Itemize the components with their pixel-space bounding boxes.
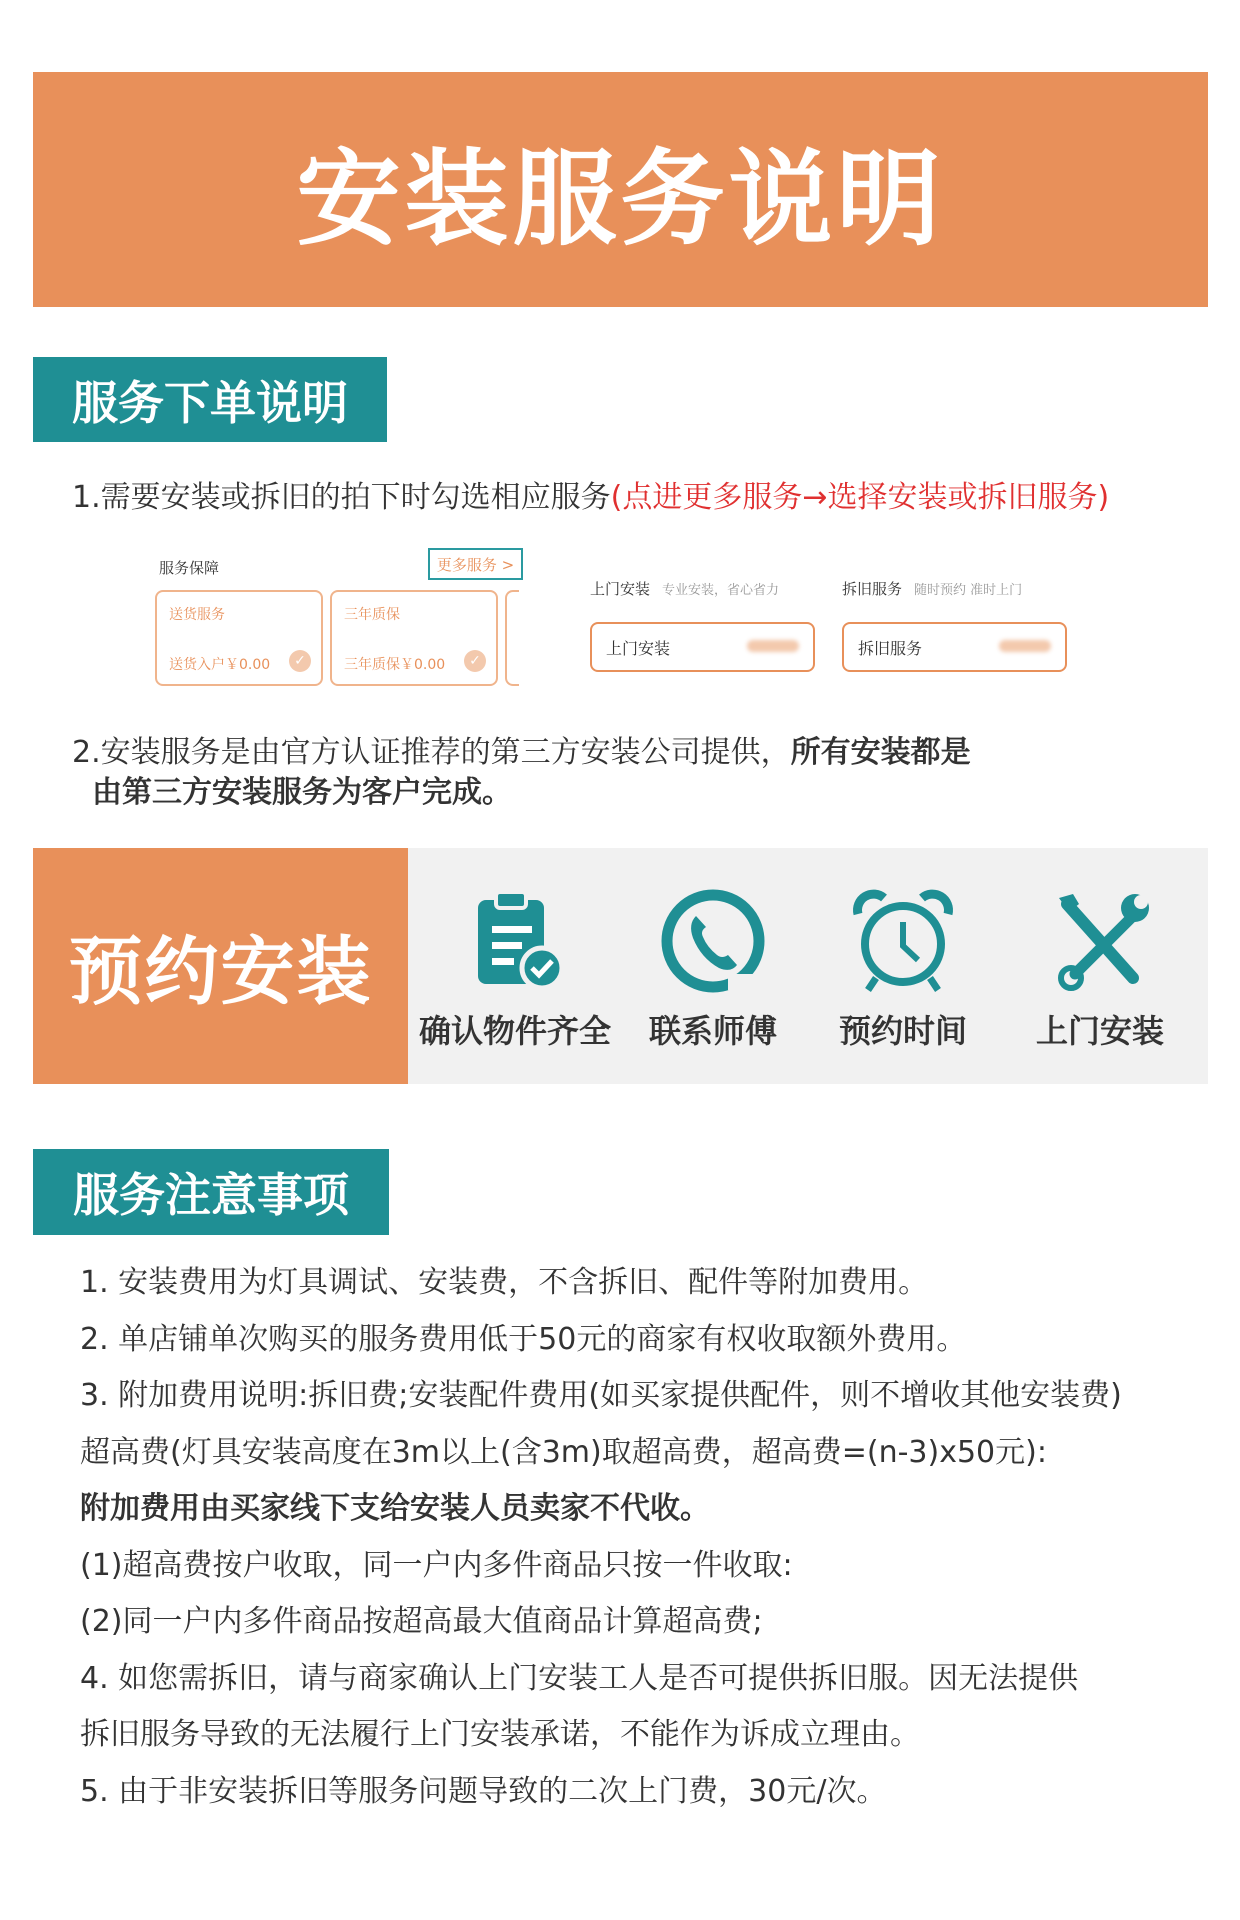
step-home-install xyxy=(1000,880,1200,1060)
alarm-clock-icon xyxy=(848,886,958,996)
service-card-warranty[interactable] xyxy=(330,590,498,686)
install-option-label: 上门安装 xyxy=(590,580,651,598)
note-line: 2. 单店铺单次购买的服务费用低于50元的商家有权收取额外费用。 xyxy=(80,1321,967,1357)
instruction-1-highlight: (点进更多服务→选择安装或拆旧服务) xyxy=(610,480,1110,515)
instruction-2-bold: 所有安装都是 xyxy=(790,735,971,770)
mock-service-panel xyxy=(155,545,535,695)
title-banner xyxy=(33,72,1208,307)
instruction-1 xyxy=(72,472,1109,516)
note-line: 4. 如您需拆旧，请与商家确认上门安装工人是否可提供拆旧服。因无法提供 xyxy=(80,1660,1079,1696)
appointment-title: 预约安装 xyxy=(68,929,373,1015)
notes-list xyxy=(80,1255,1190,1820)
check-icon: ✓ xyxy=(464,650,486,672)
step-contact-technician xyxy=(613,880,813,1060)
install-option-button-label: 上门安装 xyxy=(606,638,671,658)
mock-options-panel xyxy=(590,570,1070,680)
tools-icon xyxy=(1045,886,1155,996)
more-services-button[interactable]: 更多服务 > xyxy=(428,548,523,580)
instruction-2-text: 2.安装服务是由官方认证推荐的第三方安装公司提供， xyxy=(72,735,791,770)
step-confirm-items xyxy=(415,880,615,1060)
step-schedule-time xyxy=(803,880,1003,1060)
note-line: 拆旧服务导致的无法履行上门安装承诺，不能作为诉成立理由。 xyxy=(80,1717,920,1752)
appointment-title-block xyxy=(33,848,408,1084)
mock-service-title: 服务保障 xyxy=(159,559,220,577)
instruction-2 xyxy=(72,733,971,813)
remove-option-button-label: 拆旧服务 xyxy=(858,638,923,658)
section-tag-notes: 服务注意事项 xyxy=(33,1149,389,1235)
instruction-2-bold-cont: 由第三方安装服务为客户完成。 xyxy=(92,775,512,810)
note-line: 3. 附加费用说明:拆旧费;安装配件费用(如买家提供配件，则不增收其他安装费) xyxy=(80,1378,1122,1413)
service-card-delivery[interactable] xyxy=(155,590,323,686)
check-icon: ✓ xyxy=(289,650,311,672)
phone-icon xyxy=(658,886,768,996)
service-card-detail: 送货入户￥0.00 xyxy=(169,657,271,673)
service-card-partial xyxy=(505,590,519,686)
step-label: 预约时间 xyxy=(838,1012,967,1050)
step-label: 联系师傅 xyxy=(648,1012,777,1050)
service-card-title: 三年质保 xyxy=(344,607,400,623)
note-line: (2)同一户内多件商品按超高最大值商品计算超高费; xyxy=(80,1604,763,1639)
instruction-1-text: 1.需要安装或拆旧的拍下时勾选相应服务 xyxy=(72,480,611,515)
page-title: 安装服务说明 xyxy=(296,137,945,260)
clipboard-check-icon xyxy=(460,886,570,996)
install-option-sub: 专业安装，省心省力 xyxy=(662,583,780,598)
service-card-title: 送货服务 xyxy=(169,607,225,623)
note-line-bold: 附加费用由买家线下支给安装人员卖家不代收。 xyxy=(80,1491,710,1526)
step-label: 上门安装 xyxy=(1035,1012,1164,1050)
step-label: 确认物件齐全 xyxy=(418,1012,611,1050)
note-line: 5. 由于非安装拆旧等服务问题导致的二次上门费，30元/次。 xyxy=(80,1773,887,1809)
service-card-detail: 三年质保￥0.00 xyxy=(344,657,446,673)
remove-option-label: 拆旧服务 xyxy=(842,580,903,598)
blurred-price xyxy=(999,640,1051,652)
note-line: 1. 安装费用为灯具调试、安装费，不含拆旧、配件等附加费用。 xyxy=(80,1265,929,1300)
note-line: (1)超高费按户收取，同一户内多件商品只按一件收取: xyxy=(80,1547,793,1583)
install-option-button[interactable] xyxy=(590,622,815,672)
remove-option-button[interactable] xyxy=(842,622,1067,672)
note-line: 超高费(灯具安装高度在3m以上(含3m)取超高费，超高费=(n-3)x50元): xyxy=(80,1434,1047,1470)
remove-option-sub: 随时预约 准时上门 xyxy=(914,583,1023,598)
section-tag-order: 服务下单说明 xyxy=(33,357,387,442)
blurred-price xyxy=(747,640,799,652)
